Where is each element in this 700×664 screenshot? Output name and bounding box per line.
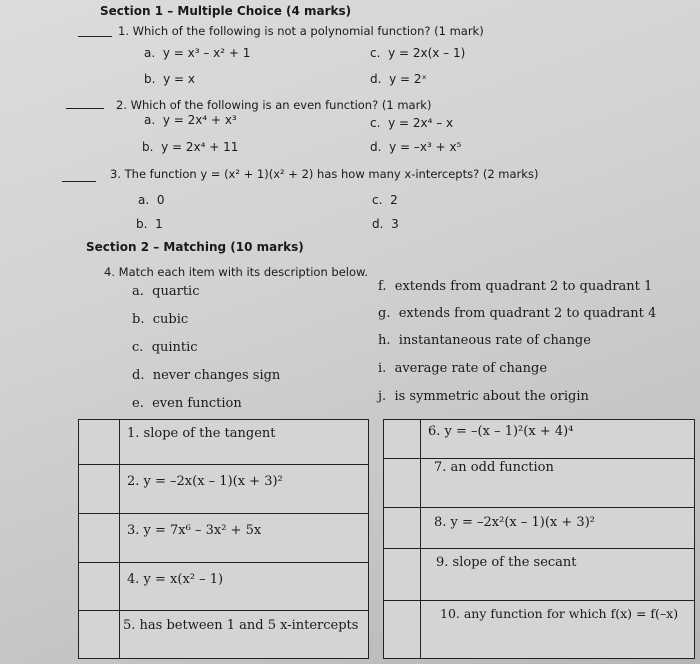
answer-blank-q2[interactable]: [66, 108, 104, 109]
answer-blank-q3[interactable]: [62, 181, 96, 182]
q1-option-b: b. y = x: [144, 72, 195, 86]
q1-option-c: c. y = 2x(x – 1): [370, 46, 466, 60]
question-3: [110, 167, 538, 181]
table-item-3: 3. y = 7x⁶ – 3x² + 5x: [127, 523, 262, 538]
match-item-c: c. quintic: [132, 340, 198, 355]
q3-option-b: b. 1: [136, 217, 163, 231]
table-item-2: 2. y = –2x(x – 1)(x + 3)²: [127, 474, 283, 489]
section-2-title: Section 2 – Matching (10 marks): [86, 240, 304, 254]
answer-box-4[interactable]: [79, 563, 119, 610]
q3-option-d: d. 3: [372, 217, 399, 231]
section-1-title: Section 1 – Multiple Choice (4 marks): [100, 4, 352, 18]
answer-blank-q1[interactable]: [78, 36, 112, 37]
answer-box-3[interactable]: [79, 514, 119, 562]
question-number: 1.: [118, 24, 129, 38]
match-item-d: d. never changes sign: [132, 368, 281, 383]
question-2: [116, 98, 431, 112]
match-item-h: h. instantaneous rate of change: [378, 333, 591, 348]
question-text: Which of the following is an even function? (1 mark): [130, 98, 432, 112]
question-text: The function y = (x² + 1)(x² + 2) has how many x-intercepts? (2 marks): [124, 167, 539, 181]
question-4: [104, 265, 368, 279]
match-item-b: b. cubic: [132, 312, 189, 327]
table-item-9: 9. slope of the secant: [436, 555, 577, 570]
table-item-4: 4. y = x(x² – 1): [127, 572, 224, 587]
table-item-5: 5. has between 1 and 5 x-intercepts: [123, 618, 359, 633]
match-item-j: j. is symmetric about the origin: [378, 389, 589, 404]
answer-box-9[interactable]: [384, 549, 420, 600]
question-text: Match each item with its description below.: [118, 265, 369, 279]
q2-option-a: a. y = 2x⁴ + x³: [144, 113, 237, 127]
q1-option-d: d. y = 2ˣ: [370, 72, 427, 86]
answer-box-10[interactable]: [384, 601, 420, 657]
answer-box-6[interactable]: [384, 420, 420, 458]
match-item-a: a. quartic: [132, 284, 200, 299]
table-item-10: 10. any function for which f(x) = f(–x): [440, 606, 679, 621]
answer-box-1[interactable]: [79, 420, 119, 464]
question-text: Which of the following is not a polynomial function? (1 mark): [132, 24, 484, 38]
answer-box-2[interactable]: [79, 465, 119, 513]
table-item-6: 6. y = –(x – 1)²(x + 4)⁴: [428, 424, 574, 439]
q3-option-a: a. 0: [138, 193, 165, 207]
q3-option-c: c. 2: [372, 193, 398, 207]
question-number: 4.: [104, 265, 115, 279]
table-item-1: 1. slope of the tangent: [127, 426, 276, 441]
answer-box-8[interactable]: [384, 508, 420, 548]
match-item-g: g. extends from quadrant 2 to quadrant 4: [378, 306, 657, 321]
question-number: 3.: [110, 167, 121, 181]
q1-option-a: a. y = x³ – x² + 1: [144, 46, 251, 60]
q2-option-b: b. y = 2x⁴ + 11: [142, 140, 239, 154]
table-item-7: 7. an odd function: [434, 460, 554, 475]
matching-table-right: [383, 419, 695, 659]
matching-table-left: [78, 419, 369, 659]
table-item-8: 8. y = –2x²(x – 1)(x + 3)²: [434, 515, 595, 530]
q2-option-d: d. y = –x³ + x⁵: [370, 140, 462, 154]
answer-box-7[interactable]: [384, 459, 420, 507]
match-item-i: i. average rate of change: [378, 361, 548, 376]
question-number: 2.: [116, 98, 127, 112]
match-item-e: e. even function: [132, 396, 242, 411]
q2-option-c: c. y = 2x⁴ – x: [370, 116, 454, 130]
question-1: [118, 24, 484, 38]
answer-box-5[interactable]: [79, 611, 119, 657]
match-item-f: f. extends from quadrant 2 to quadrant 1: [378, 279, 653, 294]
